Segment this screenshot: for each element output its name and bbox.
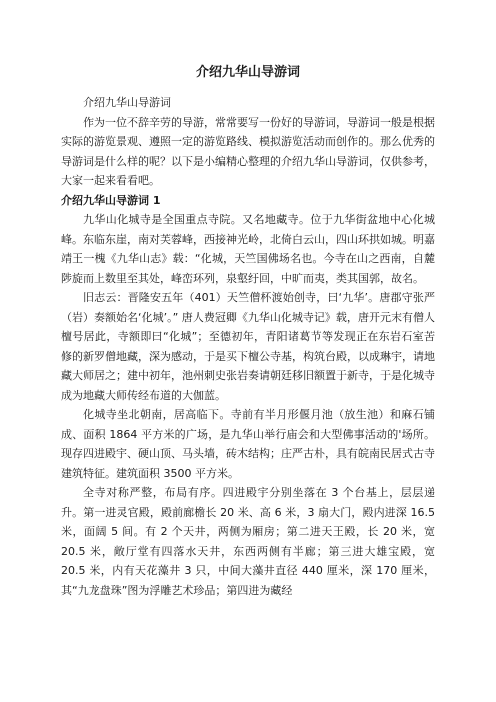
intro-title-paragraph: 介绍九华山导游词 xyxy=(83,96,171,109)
body-paragraph: 全寺对称严整，布局有序。四进殿宇分别坐落在 3 个台基上，层层递升。第一进灵官殿，殿前廊檐长 20 米、高 6 米，3 扇大门，殿内进深 16.5 米，面阔 5 间。有 2 个天井，两侧为厢房；第二进天王殿，长 20 米，宽 20.5 米，敞厅堂有四落水天井，东西两侧有半廊；第三进大雄宝殿，宽 20.5 米，内有天花藻井 3 只，中间大藻井直径 440 厘米，深 170 厘米，其“九龙盘珠”图为浮雕艺术珍品；第四进为藏经 xyxy=(61,486,435,597)
body-paragraph: 旧志云：晋隆安五年（401）天竺僧杯渡始创寺，曰‘九华’。唐郡守张严（岩）奏额始名‘化城’。” 唐人费冠卿《九华山化城寺记》载，唐开元末有僧人檀号居此，寺额即曰“化城”；至德初年，青阳诸葛节等发现正在东岩石室苦修的新罗僧地藏，深为感动，于是买下檀公寺基，构筑台殿，以成琳宇，请地藏大师居之；建中初年，池州刺史张岩奏请朝廷移旧额置于新寺，于是化城寺成为地藏大师传经布道的大伽蓝。 xyxy=(61,291,435,402)
body-paragraph: 化城寺坐北朝南，居高临下。寺前有半月形偃月池（放生池）和麻石铺成、面积 1864 平方米的广场，是九华山举行庙会和大型佛事活动的'场所。现存四进殿宇、硬山顶、马头墙，砖木结构；庄严古朴，具有皖南民居式古寺建筑特征。建筑面积 3500 平方米。 xyxy=(61,408,435,480)
section-heading: 介绍九华山导游词 1 xyxy=(61,193,161,207)
intro-paragraph: 作为一位不辞辛劳的导游，常常要写一份好的导游词，导游词一般是根据实际的游览景观、遵照一定的游览路线、模拟游览活动而创作的。那么优秀的导游词是什么样的呢？以下是小编精心整理的介绍九华山导游词，仅供参考，大家一起来看看吧。 xyxy=(61,115,435,187)
document-title: 介绍九华山导游词 xyxy=(195,65,300,80)
document-body xyxy=(61,93,435,600)
body-paragraph: 九华山化城寺是全国重点寺院。又名地藏寺。位于九华街盆地中心化城峰。东临东崖，南对芙蓉峰，西接神光岭，北倚白云山，四山环拱如城。明嘉靖王一槐《九华山志》载：“化城，天竺国佛场名也。今寺在山之西南，自麓陟旋而上数里至其处，峰峦环列，泉壑纡回，中旷而夷，类其国郭，故名。 xyxy=(61,213,435,285)
